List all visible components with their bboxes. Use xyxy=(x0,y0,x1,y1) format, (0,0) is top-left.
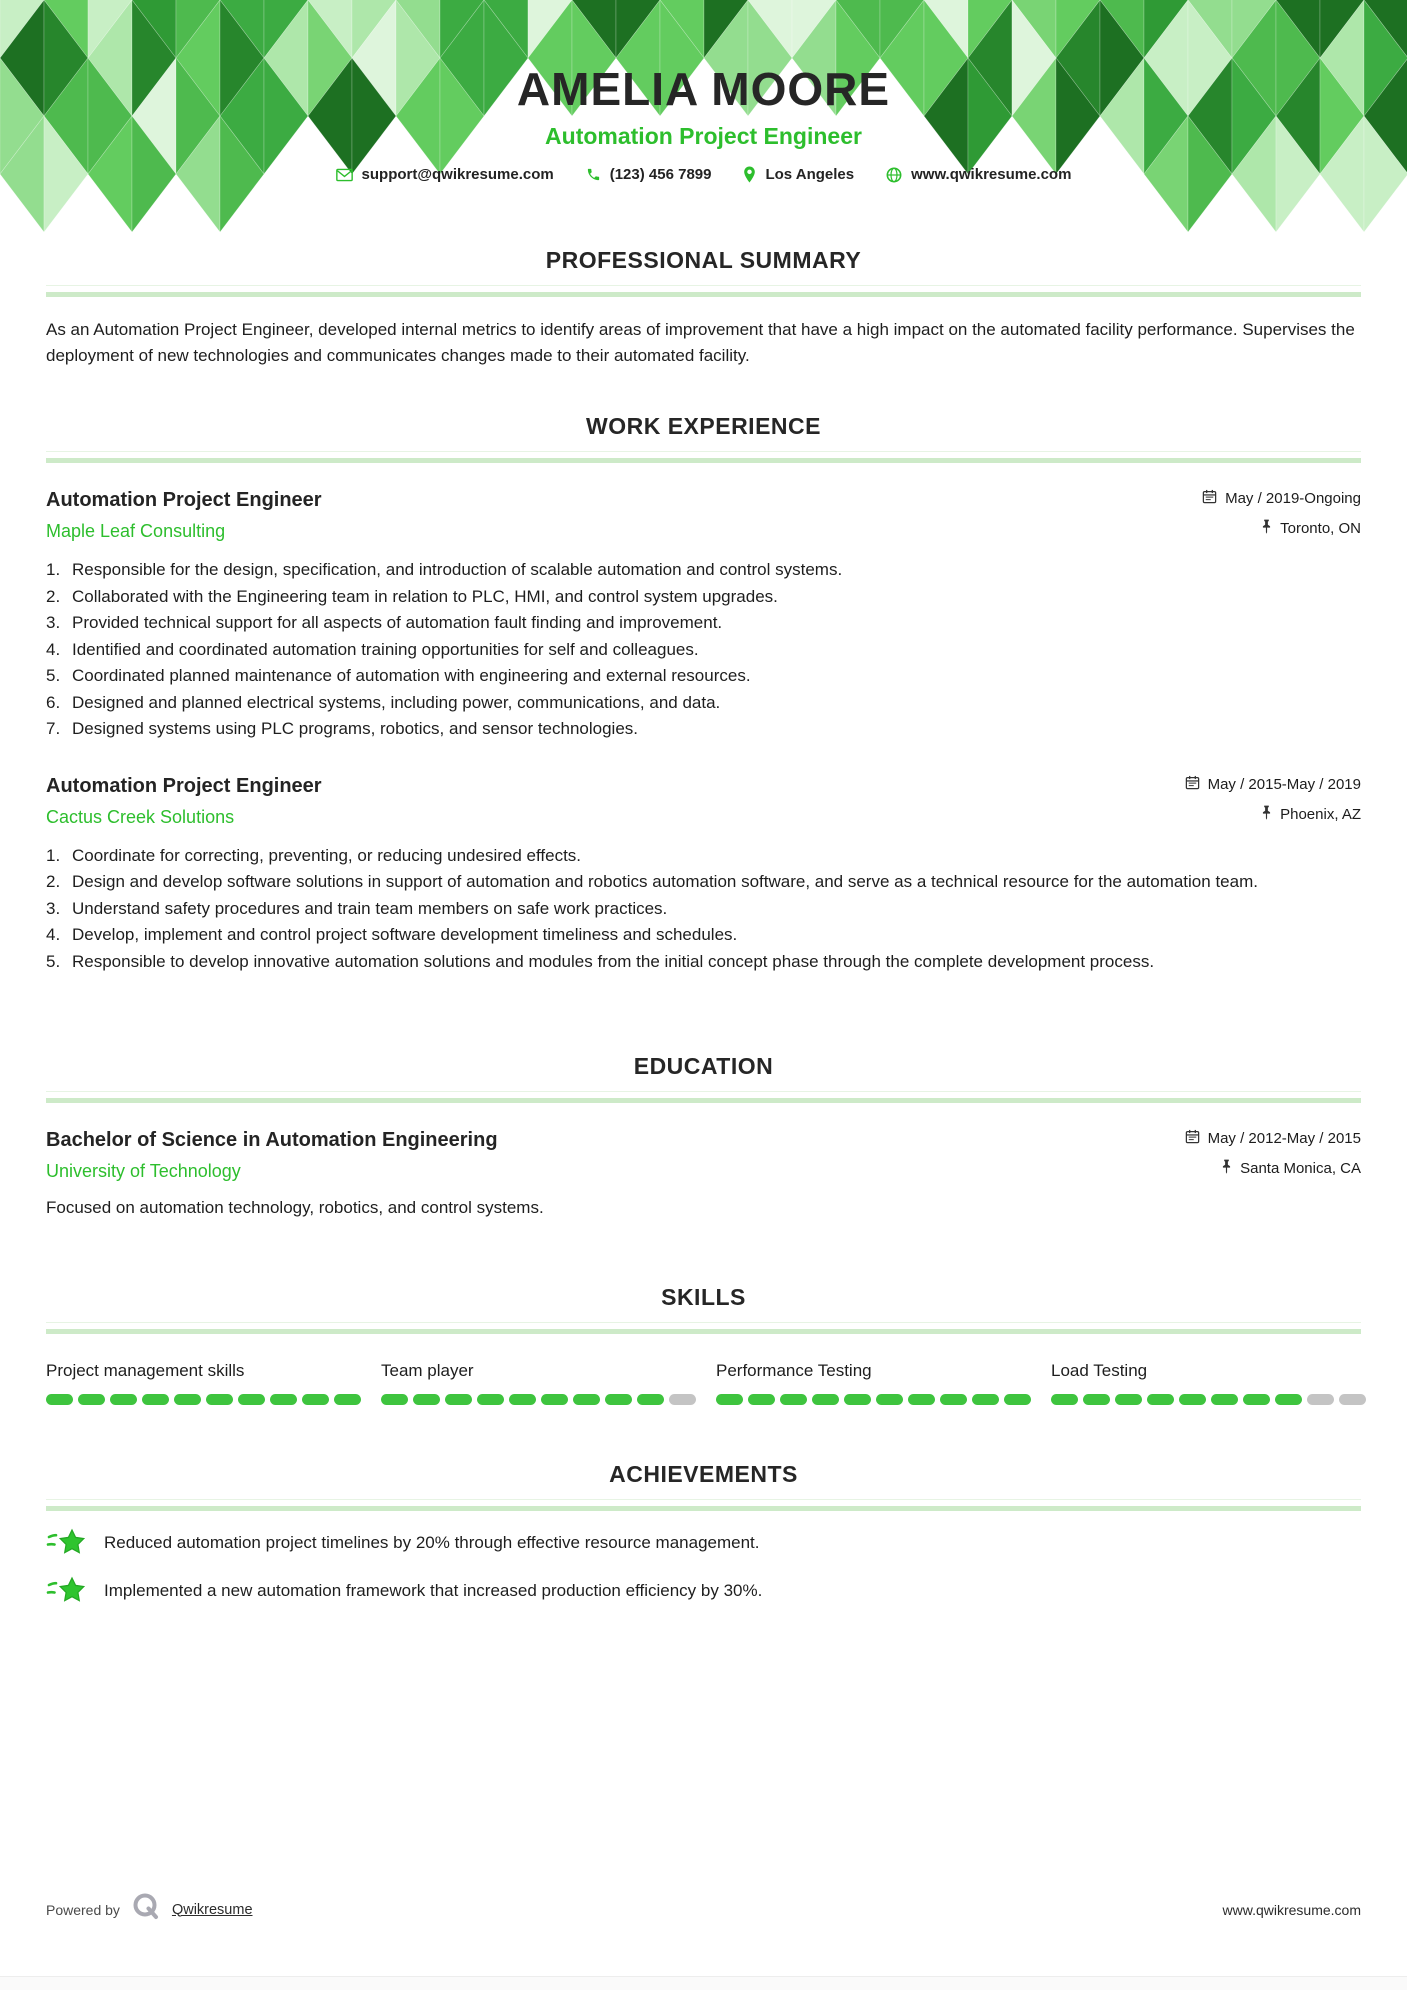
skill-name: Load Testing xyxy=(1051,1361,1148,1380)
contact-phone xyxy=(586,166,712,183)
q-logo-icon xyxy=(132,1892,160,1927)
job-bullet: Identified and coordinated automation training opportunities for self and colleagues. xyxy=(72,639,699,659)
contact-location-text: Los Angeles xyxy=(765,166,855,183)
skill-level-segment xyxy=(46,1394,73,1405)
job-bullet: Coordinate for correcting, preventing, or reducing undesired effects. xyxy=(72,845,582,865)
job-bullet: Responsible to develop innovative automation solutions and modules from the initial concept phase through the complete development process. xyxy=(72,951,1155,971)
job-bullet: Develop, implement and control project software development timeliness and schedules. xyxy=(72,925,738,944)
shooting-star-icon xyxy=(46,1527,88,1559)
job-location xyxy=(1185,805,1361,824)
skill-level-segment xyxy=(541,1394,568,1405)
section-experience xyxy=(46,413,1361,975)
skill-level-segment xyxy=(142,1394,169,1405)
skill-level-bar xyxy=(1051,1394,1366,1405)
job-bullet-list xyxy=(46,843,1361,976)
skill-level-segment xyxy=(1004,1394,1031,1405)
skill-level-segment xyxy=(1307,1394,1334,1405)
section-divider xyxy=(46,451,1361,452)
job-header xyxy=(46,775,1361,828)
education-heading: EDUCATION xyxy=(633,1053,774,1079)
pushpin-icon xyxy=(1221,1159,1232,1178)
job-bullet-list xyxy=(46,557,1361,743)
contact-email-text: support@qwikresume.com xyxy=(361,166,554,183)
skills-grid xyxy=(46,1361,1361,1405)
skill-level-segment xyxy=(381,1394,408,1405)
skill-level-segment xyxy=(1051,1394,1078,1405)
skill-level-segment xyxy=(445,1394,472,1405)
section-divider-accent xyxy=(46,1506,1361,1511)
skill-name: Team player xyxy=(381,1361,474,1380)
education-description: Focused on automation technology, robotics, and control systems. xyxy=(46,1198,544,1217)
pushpin-icon xyxy=(1261,805,1272,824)
contact-email xyxy=(336,166,554,183)
achievements-heading: ACHIEVEMENTS xyxy=(609,1461,798,1487)
globe-icon xyxy=(886,167,902,183)
section-skills xyxy=(46,1284,1361,1405)
skill-level-segment xyxy=(876,1394,903,1405)
job-bullet: Design and develop software solutions in support of automation and robotics automation software, and serve as a technical resource for the automation team. xyxy=(72,872,1258,891)
skill-level-segment xyxy=(110,1394,137,1405)
skill-level-segment xyxy=(174,1394,201,1405)
contact-website xyxy=(886,166,1071,183)
skill-item xyxy=(46,1361,361,1405)
job-header xyxy=(46,489,1361,542)
job-bullet: Understand safety procedures and train team members on safe work practices. xyxy=(72,898,668,918)
summary-text: As an Automation Project Engineer, developed internal metrics to identify areas of improvement that have a high impact on the automated facility performance. Supervises the deployment of new technologies and communicates changes made to their automated facility. xyxy=(46,320,1355,365)
job-dates-text: May / 2015-May / 2019 xyxy=(1207,775,1361,793)
skill-level-segment xyxy=(270,1394,297,1405)
job-company: Maple Leaf Consulting xyxy=(46,521,226,541)
footer-website: www.qwikresume.com xyxy=(1222,1901,1361,1918)
skills-heading: SKILLS xyxy=(661,1284,746,1310)
skill-level-segment xyxy=(637,1394,664,1405)
header-geometric-pattern xyxy=(0,0,1407,235)
education-location xyxy=(1185,1159,1361,1178)
calendar-icon xyxy=(1185,775,1200,794)
job-location-text: Toronto, ON xyxy=(1280,520,1361,537)
job-entry xyxy=(46,489,1361,743)
job-bullet: Coordinated planned maintenance of automation with engineering and external resources. xyxy=(72,666,751,685)
job-entry xyxy=(46,775,1361,976)
job-bullet: Designed systems using PLC programs, robotics, and sensor technologies. xyxy=(72,719,639,738)
skill-level-segment xyxy=(1339,1394,1366,1405)
skill-name: Performance Testing xyxy=(716,1361,872,1380)
person-title: Automation Project Engineer xyxy=(545,123,862,149)
education-dates xyxy=(1185,1129,1361,1148)
calendar-icon xyxy=(1202,489,1217,508)
header xyxy=(0,0,1407,235)
section-divider-accent xyxy=(46,292,1361,297)
skill-level-segment xyxy=(1275,1394,1302,1405)
skill-level-segment xyxy=(844,1394,871,1405)
section-education xyxy=(46,1053,1361,1218)
skill-level-segment xyxy=(1211,1394,1238,1405)
skill-name: Project management skills xyxy=(46,1361,245,1380)
skill-level-bar xyxy=(381,1394,696,1405)
achievement-item xyxy=(46,1575,1361,1607)
skill-level-segment xyxy=(748,1394,775,1405)
skill-level-segment xyxy=(605,1394,632,1405)
job-bullet: Designed and planned electrical systems, including power, communications, and data. xyxy=(72,692,721,712)
skill-level-segment xyxy=(780,1394,807,1405)
qwikresume-link[interactable]: Qwikresume xyxy=(171,1901,253,1918)
job-title: Automation Project Engineer xyxy=(46,489,322,511)
job-dates-text: May / 2019-Ongoing xyxy=(1225,490,1361,507)
section-divider xyxy=(46,1091,1361,1092)
contact-location xyxy=(743,166,854,183)
pin-icon xyxy=(743,166,756,183)
section-achievements xyxy=(46,1461,1361,1607)
envelope-icon xyxy=(336,168,353,182)
skill-item xyxy=(381,1361,696,1405)
phone-icon xyxy=(586,167,601,182)
skill-level-segment xyxy=(1115,1394,1142,1405)
skill-level-segment xyxy=(1243,1394,1270,1405)
section-summary xyxy=(46,247,1361,369)
summary-heading: PROFESSIONAL SUMMARY xyxy=(545,247,862,273)
skill-level-segment xyxy=(302,1394,329,1405)
section-divider-accent xyxy=(46,1098,1361,1103)
footer xyxy=(0,1892,1407,1927)
education-degree: Bachelor of Science in Automation Engineering xyxy=(46,1129,498,1151)
skill-level-bar xyxy=(46,1394,361,1405)
skill-item xyxy=(1051,1361,1366,1405)
pushpin-icon xyxy=(1261,519,1272,538)
skill-level-segment xyxy=(908,1394,935,1405)
experience-heading: WORK EXPERIENCE xyxy=(586,413,821,439)
skill-level-segment xyxy=(972,1394,999,1405)
section-divider xyxy=(46,1322,1361,1323)
skill-level-segment xyxy=(1083,1394,1110,1405)
skill-level-segment xyxy=(334,1394,361,1405)
content xyxy=(0,247,1407,1607)
job-company: Cactus Creek Solutions xyxy=(46,806,235,827)
skill-level-segment xyxy=(1179,1394,1206,1405)
job-dates xyxy=(1202,489,1361,508)
education-location-text: Santa Monica, CA xyxy=(1240,1160,1361,1177)
section-divider xyxy=(46,1499,1361,1500)
job-bullet: Responsible for the design, specification, and introduction of scalable automation and control systems. xyxy=(72,560,843,579)
job-title: Automation Project Engineer xyxy=(46,774,322,797)
education-header xyxy=(46,1129,1361,1182)
section-divider xyxy=(46,285,1361,286)
job-bullet: Collaborated with the Engineering team in relation to PLC, HMI, and control system upgrades. xyxy=(72,586,778,606)
powered-by-label: Powered by xyxy=(46,1901,120,1918)
skill-level-segment xyxy=(238,1394,265,1405)
person-name: AMELIA MOORE xyxy=(516,63,891,115)
achievements-list xyxy=(46,1527,1361,1607)
education-school: University of Technology xyxy=(46,1161,241,1181)
skill-level-segment xyxy=(716,1394,743,1405)
education-entry xyxy=(46,1129,1361,1218)
education-dates-text: May / 2012-May / 2015 xyxy=(1207,1130,1361,1147)
skill-level-segment xyxy=(509,1394,536,1405)
skill-level-segment xyxy=(573,1394,600,1405)
skill-item xyxy=(716,1361,1031,1405)
skill-level-segment xyxy=(812,1394,839,1405)
contact-phone-text: (123) 456 7899 xyxy=(609,166,712,183)
contact-website-text: www.qwikresume.com xyxy=(911,166,1072,183)
job-dates xyxy=(1185,775,1361,794)
skill-level-segment xyxy=(669,1394,696,1405)
skill-level-bar xyxy=(716,1394,1031,1405)
job-bullet: Provided technical support for all aspects of automation fault finding and improvement. xyxy=(72,613,723,632)
section-divider-accent xyxy=(46,1329,1361,1334)
achievement-text: Implemented a new automation framework that increased production efficiency by 30%. xyxy=(104,1581,763,1600)
skill-level-segment xyxy=(78,1394,105,1405)
skill-level-segment xyxy=(206,1394,233,1405)
job-location-text: Phoenix, AZ xyxy=(1280,805,1361,823)
page-bottom-edge xyxy=(0,1976,1407,1990)
achievement-item xyxy=(46,1527,1361,1559)
contact-row xyxy=(0,166,1407,183)
skill-level-segment xyxy=(940,1394,967,1405)
shooting-star-icon xyxy=(46,1575,88,1607)
job-location xyxy=(1202,519,1361,538)
skill-level-segment xyxy=(1147,1394,1174,1405)
achievement-text: Reduced automation project timelines by 20% through effective resource management. xyxy=(104,1533,760,1552)
skill-level-segment xyxy=(413,1394,440,1405)
calendar-icon xyxy=(1185,1129,1200,1148)
section-divider-accent xyxy=(46,458,1361,463)
skill-level-segment xyxy=(477,1394,504,1405)
